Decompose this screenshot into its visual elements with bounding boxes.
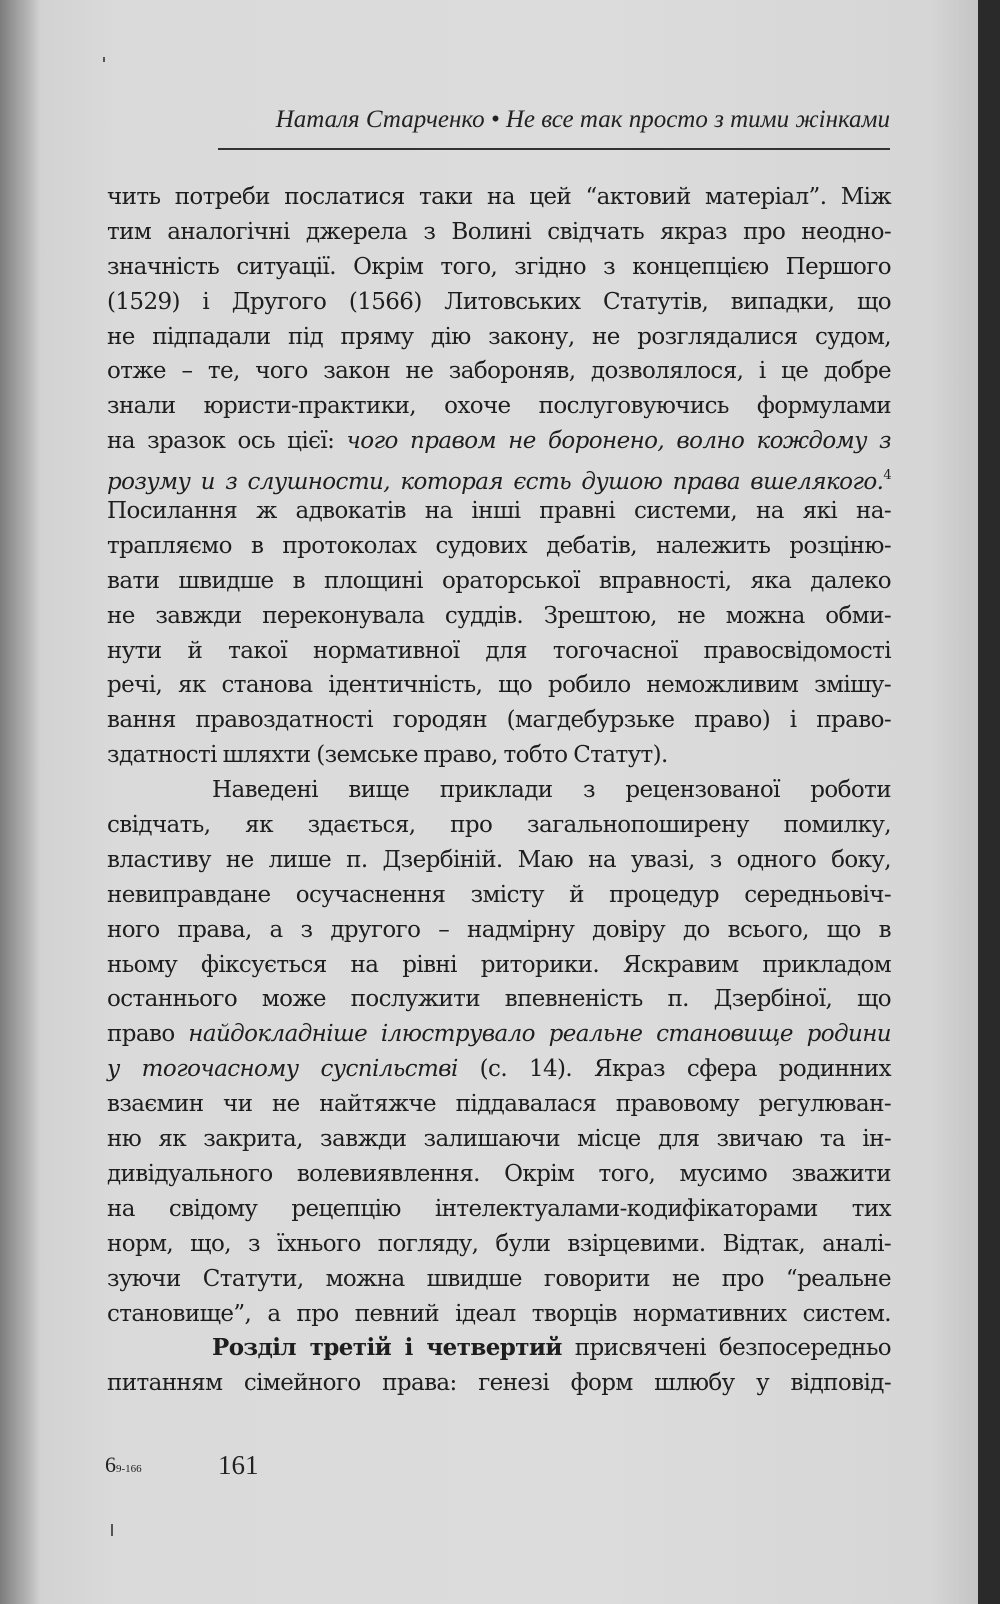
text-line	[107, 1366, 891, 1401]
text-run: вання правоздатності городян (магдебурзьке право) і право-	[107, 707, 891, 734]
page-spine-shadow	[0, 0, 40, 1604]
running-head: Наталя Старченко • Не все так просто з тими жінками	[275, 106, 890, 133]
text-run: отже – те, чого закон не забороняв, дозволялося, і це добре	[107, 358, 891, 385]
body-text	[107, 180, 891, 1401]
text-line	[107, 913, 891, 948]
text-run: право	[107, 1021, 189, 1048]
text-line	[107, 180, 891, 215]
text-run: не підпадали під пряму дію закону, не розглядалися судом,	[107, 323, 891, 350]
text-run: дивідуального волевиявлення. Окрім того, мусимо зважити	[107, 1160, 891, 1187]
text-run: присвячені безпосередньо	[561, 1335, 891, 1362]
text-run: властиву не лише п. Дзербіній. Маю на увазі, з одного боку,	[107, 846, 891, 873]
text-line	[107, 1087, 891, 1122]
bold-run: Розділ третій і четвертий	[212, 1334, 562, 1362]
text-line	[107, 354, 891, 389]
footnote-ref: 4	[883, 468, 891, 484]
text-run: нути й такої нормативної для тогочасної правосвідомості	[107, 637, 891, 664]
italic-run: розуму и з слушности, которая єсть душою права вшелякого.	[107, 469, 884, 496]
text-run: ню як закрита, завжди залишаючи місце для звичаю та ін-	[107, 1126, 891, 1153]
signature-mark	[105, 1452, 142, 1478]
margin-mark-bottom	[111, 1524, 113, 1536]
text-line	[107, 1297, 891, 1332]
text-run: ного права, а з другого – надмірну довіру до всього, що в	[107, 916, 891, 943]
text-run: вати швидше в площині ораторської вправності, яка далеко	[107, 567, 891, 594]
italic-run: чого правом не боронено, волно кождому з	[346, 428, 892, 455]
text-run: зуючи Статути, можна швидше говорити не про “реальне	[107, 1265, 891, 1292]
text-line	[107, 1262, 891, 1297]
text-run: (1529) і Другого (1566) Литовських Статутів, випадки, що	[107, 288, 891, 315]
text-run: тим аналогічні джерела з Волині свідчать якраз про неодно-	[107, 218, 891, 245]
text-run: знали юристи-практики, охоче послуговуючись формулами	[107, 393, 891, 420]
text-line	[107, 599, 891, 634]
text-run: на зразок ось цієї:	[107, 428, 347, 455]
text-line	[107, 1331, 891, 1366]
page-number: 161	[218, 1450, 259, 1480]
italic-run: у тогочасному суспільстві	[107, 1056, 458, 1083]
text-run: не завжди переконувала суддів. Зрештою, не можна обми-	[107, 602, 891, 629]
text-line	[107, 564, 891, 599]
text-line	[107, 1052, 891, 1087]
text-line	[107, 668, 891, 703]
text-run: здатності шляхти (земське право, тобто Статут).	[107, 742, 668, 769]
text-line	[107, 250, 891, 285]
text-run: становище”, а про певний ідеал творців нормативних систем.	[107, 1300, 891, 1327]
text-run: чить потреби послатися таки на цей “актовий матеріал”. Між	[107, 184, 891, 210]
text-line	[107, 878, 891, 913]
text-run: свідчать, як здається, про загальнопоширену помилку,	[107, 812, 891, 839]
text-line	[107, 459, 891, 494]
text-line	[107, 1157, 891, 1192]
text-line	[107, 738, 891, 773]
text-line	[107, 215, 891, 250]
text-line	[107, 634, 891, 669]
text-line	[107, 424, 891, 459]
text-run: Наведені вище приклади з рецензованої роботи	[212, 777, 891, 804]
text-run: (с. 14). Якраз сфера родинних	[457, 1056, 892, 1083]
text-line	[107, 494, 891, 529]
text-line	[107, 1227, 891, 1262]
text-line	[107, 1192, 891, 1227]
text-run: ньому фіксується на рівні риторики. Яскравим прикладом	[107, 951, 891, 978]
text-line	[107, 320, 891, 355]
text-line	[107, 948, 891, 983]
text-line	[107, 808, 891, 843]
text-run: трапляємо в протоколах судових дебатів, належить розціню-	[107, 532, 891, 559]
margin-mark-top	[103, 57, 105, 62]
italic-run: найдокладніше ілюструвало реальне становище родини	[188, 1021, 891, 1048]
header-rule	[218, 148, 890, 150]
signature-number: 6	[105, 1452, 116, 1477]
text-run: на свідому рецепцію інтелектуалами-кодифікаторами тих	[107, 1195, 891, 1222]
text-run: питанням сімейного права: генезі форм шлюбу у відповід-	[107, 1370, 891, 1397]
text-line	[107, 529, 891, 564]
text-line	[107, 843, 891, 878]
text-line	[107, 285, 891, 320]
text-run: невиправдане осучаснення змісту й процедур середньовіч-	[107, 881, 891, 908]
text-run: значність ситуації. Окрім того, згідно з концепцією Першого	[107, 253, 891, 280]
text-run: останнього може послужити впевненість п. Дзербіної, що	[107, 986, 891, 1013]
signature-code: 9-166	[116, 1463, 142, 1475]
text-line	[107, 773, 891, 808]
text-run: Посилання ж адвокатів на інші правні системи, на які на-	[107, 498, 891, 525]
text-run: норм, що, з їхнього погляду, були взірцевими. Відтак, аналі-	[107, 1230, 891, 1257]
text-line	[107, 1017, 891, 1052]
text-run: речі, як станова ідентичність, що робило неможливим змішу-	[107, 672, 891, 699]
text-line	[107, 703, 891, 738]
text-line	[107, 389, 891, 424]
text-line	[107, 1122, 891, 1157]
text-run: взаємин чи не найтяжче піддавалася правовому регулюван-	[107, 1091, 891, 1118]
text-line	[107, 982, 891, 1017]
